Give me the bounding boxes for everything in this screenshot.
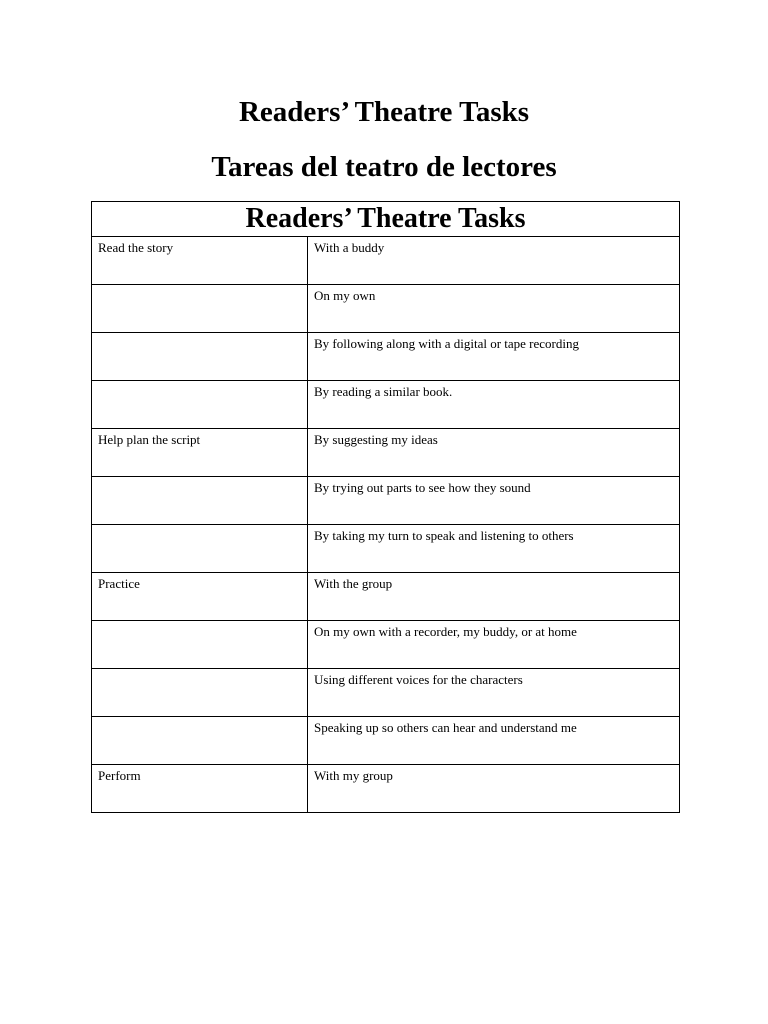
how-text: By taking my turn to speak and listening to others [314,528,574,543]
table-row [92,333,680,381]
table-row [92,573,680,621]
table-row [92,285,680,333]
how-text: By trying out parts to see how they sound [314,480,531,495]
how-text: Speaking up so others can hear and understand me [314,720,577,735]
how-cell [308,765,680,813]
how-cell [308,333,680,381]
document-title: Readers’ Theatre Tasks [238,96,530,128]
task-cell [92,765,308,813]
table-row [92,381,680,429]
task-text [92,669,307,672]
how-cell [308,237,680,285]
how-text: On my own [314,288,376,303]
how-text: With a buddy [314,240,385,255]
task-cell [92,621,308,669]
how-text: With my group [314,768,393,783]
task-cell [92,381,308,429]
task-cell [92,237,308,285]
how-cell [308,621,680,669]
how-text: By following along with a digital or tape recording [314,336,579,351]
task-text: Practice [98,576,140,591]
how-cell [308,477,680,525]
task-cell [92,477,308,525]
task-cell [92,429,308,477]
how-cell [308,717,680,765]
how-text: Using different voices for the characters [314,672,523,687]
how-text: With the group [314,576,393,591]
how-text: By suggesting my ideas [314,432,438,447]
how-cell [308,381,680,429]
task-cell [92,669,308,717]
how-cell [308,669,680,717]
table-row [92,621,680,669]
task-text [92,525,307,528]
task-cell [92,717,308,765]
table-row [92,717,680,765]
task-cell [92,573,308,621]
task-text: Read the story [98,240,174,255]
task-cell [92,285,308,333]
table-header-row [92,202,680,237]
task-text: Perform [98,768,141,783]
task-text: Help plan the script [98,432,201,447]
task-cell [92,525,308,573]
document-subtitle: Tareas del teatro de lectores [211,151,557,183]
how-text: By reading a similar book. [314,384,453,399]
table-row [92,525,680,573]
how-cell [308,429,680,477]
how-text: On my own with a recorder, my buddy, or at home [314,624,577,639]
task-text [92,381,307,384]
task-text [92,717,307,720]
how-cell [308,573,680,621]
task-text [92,333,307,336]
task-text [92,477,307,480]
table-row [92,669,680,717]
how-cell [308,525,680,573]
task-text [92,285,307,288]
table-row [92,765,680,813]
how-cell [308,285,680,333]
task-cell [92,333,308,381]
table-header: Readers’ Theatre Tasks [92,202,680,237]
table-row [92,429,680,477]
tasks-table [91,201,680,813]
table-row [92,237,680,285]
table-row [92,477,680,525]
task-text [92,621,307,624]
